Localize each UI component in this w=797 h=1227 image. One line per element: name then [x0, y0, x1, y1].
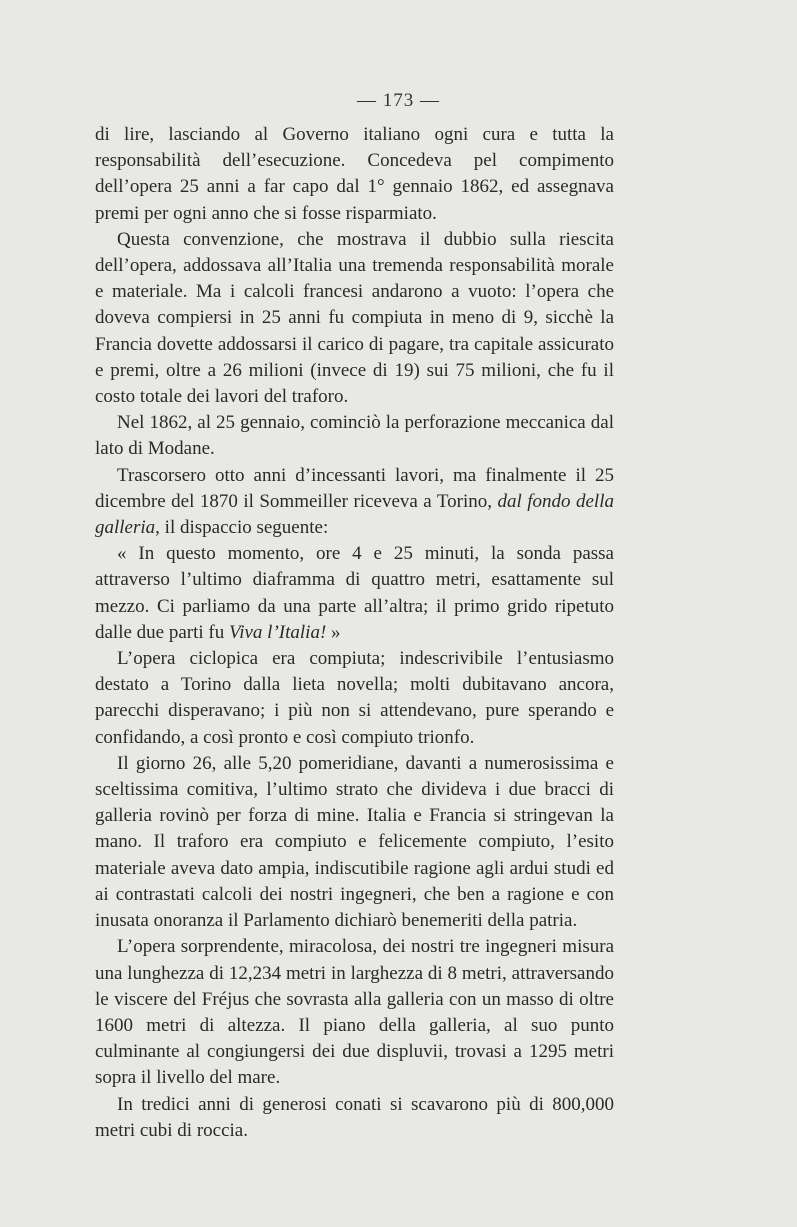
text-run: Trascorsero otto anni d’incessanti lavori, ma finalmente il 25 dicembre del 1870 il Sommeiller riceveva a Torino, — [95, 464, 614, 512]
text-run: Nel 1862, al 25 gennaio, cominciò la perforazione meccanica dal lato di Modane. — [95, 412, 614, 460]
text-run: « In questo momento, ore 4 e 25 minuti, la sonda passa attraverso l’ultimo diaframma di quattro metri, esattamente sul mezzo. Ci parliamo da una parte all’altra; il primo grido ripetuto dalle due parti fu — [95, 543, 614, 643]
text-run: » — [326, 621, 341, 643]
body-text — [95, 122, 614, 1144]
paragraph — [95, 541, 614, 646]
paragraph — [95, 934, 614, 1091]
paragraph — [95, 463, 614, 542]
text-run: L’opera sorprendente, miracolosa, dei nostri tre ingegneri misura una lunghezza di 12,234 metri in larghezza di 8 metri, attraversando le viscere del Fréjus che sovrasta alla galleria con un masso di oltre 1600 metri di altezza. Il piano della galleria, al suo punto culminante al congiungersi dei due displuvii, trovasi a 1295 metri sopra il livello del mare. — [95, 936, 614, 1089]
page-number: — 173 — — [357, 90, 440, 111]
paragraph — [95, 646, 614, 751]
text-run: L’opera ciclopica era compiuta; indescrivibile l’entusiasmo destato a Torino dalla lieta novella; molti dubitavano ancora, parecchi disperavano; i più non si attendevano, pure sperando e confidando, a così pronto e così compiuto trionfo. — [95, 648, 614, 748]
text-run: In tredici anni di generosi conati si scavarono più di 800,000 metri cubi di roccia. — [95, 1093, 614, 1141]
paragraph — [95, 410, 614, 462]
text-run: , il dispaccio seguente: — [155, 517, 329, 539]
text-run: di lire, lasciando al Governo italiano ogni cura e tutta la responsabilità dell’esecuzione. Concedeva pel compimento dell’opera 25 anni a far capo dal 1° gennaio 1862, ed assegnava premi per ogni anno che si fosse risparmiato. — [95, 124, 614, 224]
paragraph — [95, 751, 614, 934]
paragraph — [95, 122, 614, 227]
text-run: Questa convenzione, che mostrava il dubbio sulla riescita dell’opera, addossava all’Italia una tremenda responsabilità morale e materiale. Ma i calcoli francesi andarono a vuoto: l’opera che doveva compiersi in 25 anni fu compiuta in meno di 9, sicchè la Francia dovette addossarsi il carico di pagare, tra capitale assicurato e premi, oltre a 26 milioni (invece di 19) sui 75 milioni, che fu il costo totale dei lavori del traforo. — [95, 228, 614, 408]
paragraph — [95, 227, 614, 410]
paragraph — [95, 1092, 614, 1144]
italic-text: dal fondo della galleria — [95, 490, 614, 539]
text-run: Il giorno 26, alle 5,20 pomeridiane, davanti a numerosissima e sceltissima comitiva, l’ultimo strato che divideva i due bracci di galleria rovinò per forza di mine. Italia e Francia si stringevan la mano. Il traforo era compiuto e felicemente compiuto, l’esito materiale aveva dato ampia, indiscutibile ragione agli ardui studi ed ai contrastati calcoli dei nostri ingegneri, che ben a ragione e con inusata onoranza il Parlamento dichiarò benemeriti della patria. — [95, 752, 614, 932]
italic-text: Viva l’Italia! — [229, 621, 327, 643]
